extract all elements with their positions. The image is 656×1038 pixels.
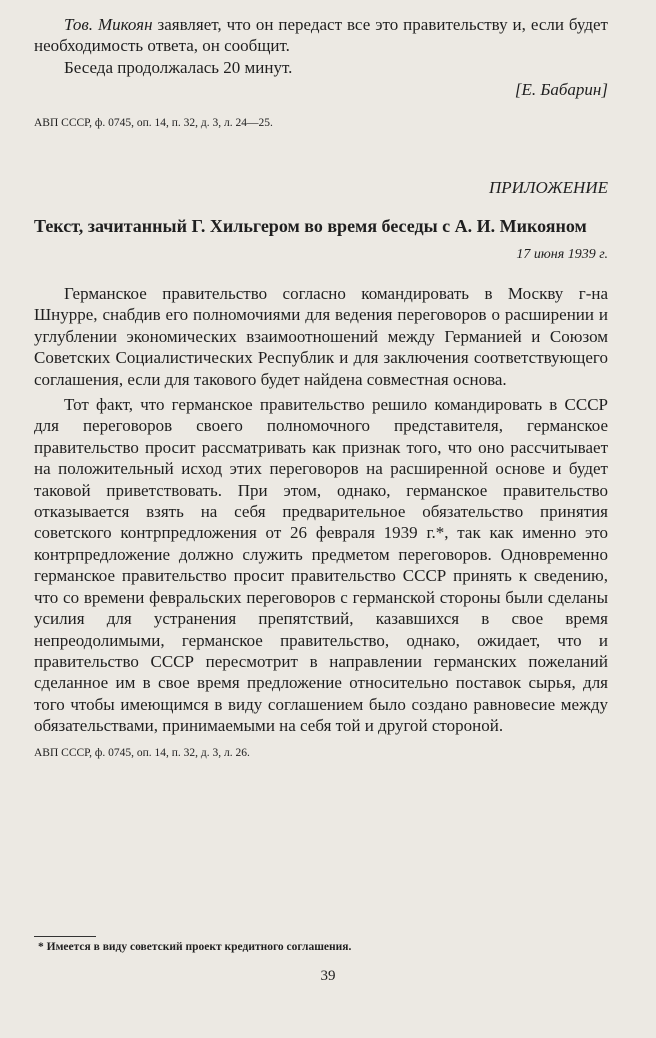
appendix-date-block bbox=[34, 244, 608, 265]
appendix-paragraph-1: Германское правительство согласно командировать в Москву г-на Шнурре, снабдив его полномочиями для ведения переговоров о расширении и углублении экономических взаимоотношений между Германией и Союзом Советских Социалистических Республик и для заключения соответствующего соглашения, если для такового будет найдена совместная основа. bbox=[34, 284, 608, 389]
archive-source-2 bbox=[34, 746, 608, 760]
signature: [Е. Бабарин] bbox=[514, 80, 608, 100]
closing-paragraph-text: заявляет, что он передаст все это правительству и, если будет необходимость ответа, он сообщит. bbox=[34, 15, 608, 56]
footnote-divider bbox=[34, 936, 96, 937]
appendix-label: ПРИЛОЖЕНИЕ bbox=[489, 178, 608, 197]
record-closing bbox=[34, 14, 608, 101]
archive-source-text-2: АВП СССР, ф. 0745, оп. 14, п. 32, д. 3, л. 26. bbox=[34, 747, 250, 759]
appendix-paragraph-2: Тот факт, что германское правительство решило командировать в СССР для переговоров своего полномочного представителя, германское правительство просит рассматривать как признак того, что оно рассчитывает на положительный исход этих переговоров на расширенной основе и будет таковой приветствовать. При этом, однако, германское правительство отказывается взять на себя предварительное обязательство принятия советского контрпредложения от 26 февраля 1939 г.*, так как именно это контрпредложение должно служить предметом переговоров. Одновременно германское правительство просит правительство СССР принять к сведению, что со времени февральских переговоров с германской стороны были сделаны усилия для устранения препятствий, казавшихся в свое время непреодолимыми, германское правительство, однако, ожидает, что и правительство СССР пересмотрит в направлении германских пожеланий сделанное им в свое время предложение относительно поставок сырья, для того чтобы имеющимся в виду соглашением было создано равновесие между обязательствами, принимаемыми на себя той и другой стороной. bbox=[34, 395, 608, 736]
duration-paragraph: Беседа продолжалась 20 минут. bbox=[64, 57, 293, 77]
footnote: * Имеется в виду советский проект кредитного соглашения. bbox=[38, 941, 352, 953]
archive-source-text: АВП СССР, ф. 0745, оп. 14, п. 32, д. 3, л. 24—25. bbox=[34, 117, 273, 129]
page-number: 39 bbox=[320, 968, 336, 984]
archive-source-1 bbox=[34, 116, 344, 130]
appendix-body bbox=[34, 283, 608, 737]
closing-paragraph bbox=[34, 14, 608, 57]
appendix-title: Текст, зачитанный Г. Хильгером во время беседы с А. И. Микояном bbox=[34, 216, 587, 236]
appendix-title-block bbox=[34, 216, 608, 237]
appendix-date: 17 июня 1939 г. bbox=[516, 247, 608, 262]
appendix-label-block bbox=[34, 177, 608, 198]
speaker-name: Тов. Микоян bbox=[64, 15, 153, 34]
